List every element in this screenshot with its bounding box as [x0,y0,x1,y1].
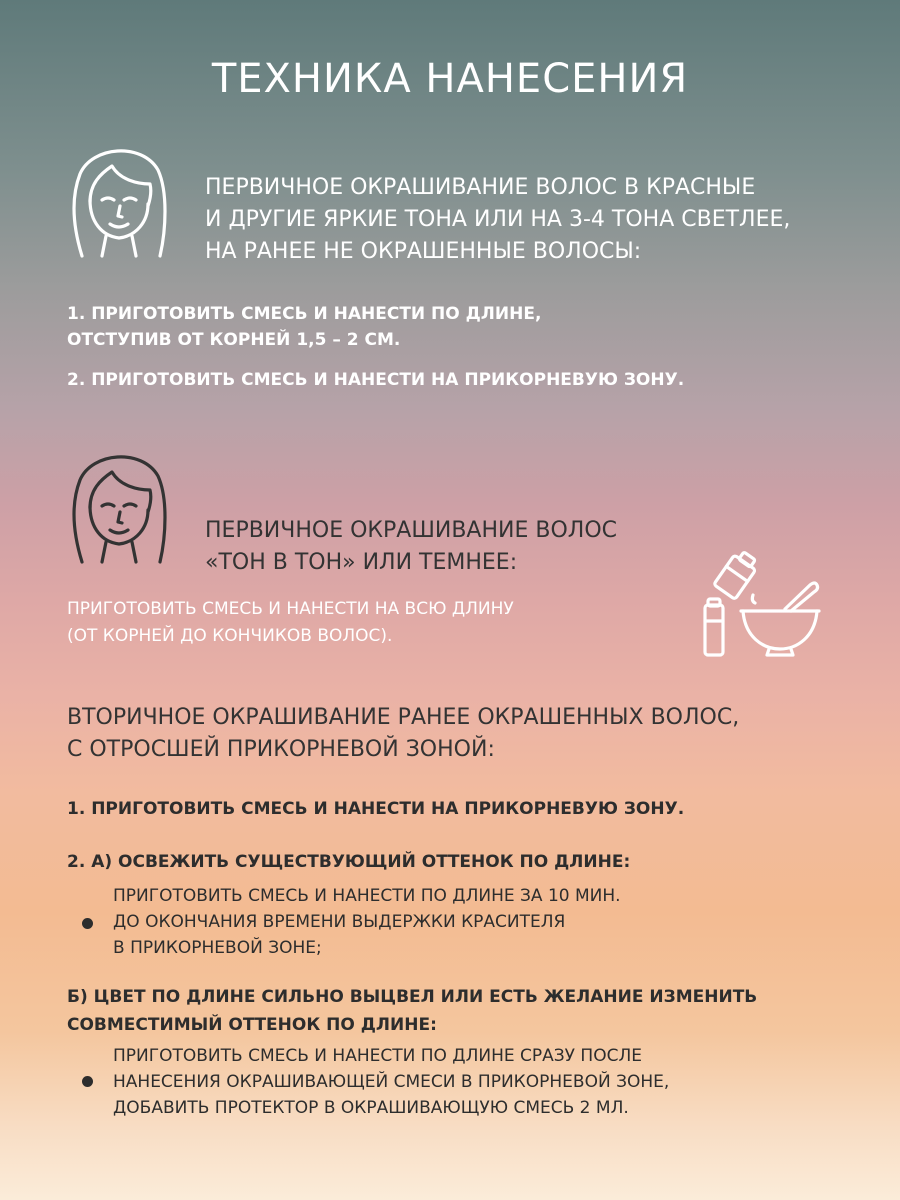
page-title: ТЕХНИКА НАНЕСЕНИЯ [211,56,689,102]
woman-face-white-icon [64,140,174,260]
section1-step1 [67,301,541,353]
heading-line: И ДРУГИЕ ЯРКИЕ ТОНА ИЛИ НА 3-4 ТОНА СВЕТЛЕЕ, [205,207,791,232]
section2-text [67,596,514,650]
section3-step2b [67,983,757,1039]
mortar-pestle-bottles-icon [695,545,825,660]
section1-heading [205,172,790,268]
text-line: ПРИГОТОВИТЬ СМЕСЬ И НАНЕСТИ НА ВСЮ ДЛИНУ [67,599,514,619]
bullet-line: В ПРИКОРНЕВОЙ ЗОНЕ; [113,938,322,958]
bullet-dot [82,918,93,929]
section3-step2a: 2. А) ОСВЕЖИТЬ СУЩЕСТВУЮЩИЙ ОТТЕНОК ПО ДЛИНЕ: [67,852,631,872]
section2-heading [205,515,617,579]
bullet-line: ПРИГОТОВИТЬ СМЕСЬ И НАНЕСТИ ПО ДЛИНЕ СРАЗУ ПОСЛЕ [113,1046,642,1066]
step-line: Б) ЦВЕТ ПО ДЛИНЕ СИЛЬНО ВЫЦВЕЛ ИЛИ ЕСТЬ ЖЕЛАНИЕ ИЗМЕНИТЬ [67,987,758,1007]
heading-line: ПЕРВИЧНОЕ ОКРАШИВАНИЕ ВОЛОС В КРАСНЫЕ [205,175,756,200]
step-line: 1. ПРИГОТОВИТЬ СМЕСЬ И НАНЕСТИ ПО ДЛИНЕ, [67,304,542,324]
section1-step2: 2. ПРИГОТОВИТЬ СМЕСЬ И НАНЕСТИ НА ПРИКОРНЕВУЮ ЗОНУ. [67,370,685,390]
bullet-dot [82,1076,93,1087]
step-line: СОВМЕСТИМЫЙ ОТТЕНОК ПО ДЛИНЕ: [67,1015,437,1035]
section3-step1: 1. ПРИГОТОВИТЬ СМЕСЬ И НАНЕСТИ НА ПРИКОРНЕВУЮ ЗОНУ. [67,799,685,819]
bullet-text-1 [113,883,621,961]
bullet-line: ПРИГОТОВИТЬ СМЕСЬ И НАНЕСТИ ПО ДЛИНЕ ЗА 10 МИН. [113,886,621,906]
heading-line: «ТОН В ТОН» ИЛИ ТЕМНЕЕ: [205,550,518,575]
bullet-text-2 [113,1043,669,1121]
heading-line: ПЕРВИЧНОЕ ОКРАШИВАНИЕ ВОЛОС [205,518,617,543]
section3-heading [67,702,739,766]
woman-face-dark-icon [64,446,174,566]
step-line: ОТСТУПИВ ОТ КОРНЕЙ 1,5 – 2 СМ. [67,330,401,350]
heading-line: НА РАНЕЕ НЕ ОКРАШЕННЫЕ ВОЛОСЫ: [205,239,642,264]
heading-line: ВТОРИЧНОЕ ОКРАШИВАНИЕ РАНЕЕ ОКРАШЕННЫХ ВОЛОС, [67,705,740,730]
bullet-line: НАНЕСЕНИЯ ОКРАШИВАЮЩЕЙ СМЕСИ В ПРИКОРНЕВОЙ ЗОНЕ, [113,1072,670,1092]
text-line: (ОТ КОРНЕЙ ДО КОНЧИКОВ ВОЛОС). [67,626,393,646]
bullet-line: ДО ОКОНЧАНИЯ ВРЕМЕНИ ВЫДЕРЖКИ КРАСИТЕЛЯ [113,912,566,932]
bullet-line: ДОБАВИТЬ ПРОТЕКТОР В ОКРАШИВАЮЩУЮ СМЕСЬ 2 МЛ. [113,1098,629,1118]
heading-line: С ОТРОСШЕЙ ПРИКОРНЕВОЙ ЗОНОЙ: [67,737,495,762]
